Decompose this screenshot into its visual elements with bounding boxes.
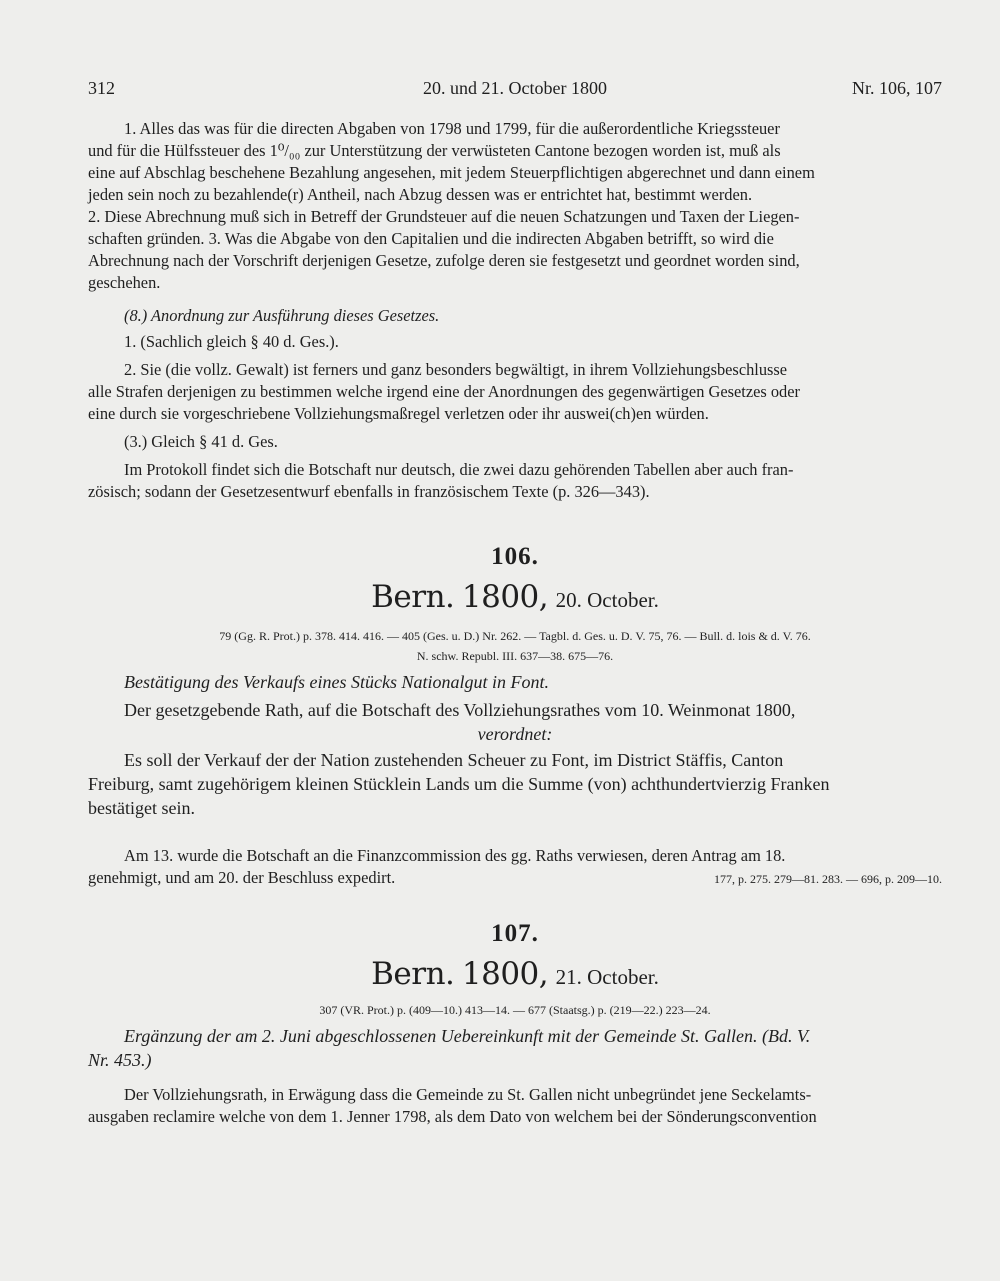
doc-107-body [88, 1084, 942, 1128]
doc-106-title [88, 580, 942, 617]
source-line: 79 (Gg. R. Prot.) p. 378. 414. 416. — 405 (Ges. u. D.) Nr. 262. — Tagbl. d. Ges. u. D. V. 75, 76. — Bull. d. lois & d. V. 76. [219, 629, 811, 643]
doc-107-year: 1800, [461, 956, 549, 992]
text-line: Freiburg, samt zugehörigem kleinen Stücklein Lands um die Summe (von) achthundertvierzig Franken [88, 774, 830, 794]
text-line: ausgaben reclamire welche von dem 1. Jenner 1798, als dem Dato von welchem bei der Sönderungsconvention [88, 1107, 817, 1126]
text-line: und für die Hülfssteuer des 1⁰/₀₀ zur Unterstützung der verwüsteten Cantone bezogen worden ist, muß als [88, 141, 781, 160]
text-line: bestätiget sein. [88, 798, 195, 818]
doc-107-title [88, 957, 942, 994]
header-dates: 20. und 21. October 1800 [423, 78, 607, 98]
section-item-2: 2. Sie (die vollz. Gewalt) ist ferners und ganz besonders begwältigt, in ihrem Vollziehungsbeschlusse [124, 360, 788, 379]
continued-paragraph [88, 118, 942, 294]
text-line: Es soll der Verkauf der der Nation zustehenden Scheuer zu Font, im District Stäffis, Canton [124, 750, 784, 770]
protocol-note: Im Protokoll findet sich die Botschaft nur deutsch, die zwei dazu gehörenden Tabellen aber auch fran- [124, 460, 794, 479]
source-line: N. schw. Republ. III. 637—38. 675—76. [416, 649, 614, 663]
text-line: 2. Diese Abrechnung muß sich in Betreff der Grundsteuer auf die neuen Schatzungen und Taxen der Liegen- [88, 207, 800, 226]
text-line: Am 13. wurde die Botschaft an die Finanzcommission des gg. Raths verwiesen, deren Antrag am 18. [124, 846, 786, 865]
running-header [88, 78, 942, 104]
text-line: jeden sein noch zu bezahlende(r) Antheil, nach Abzug dessen was er entrichtet hat, bestimmt werden. [88, 185, 753, 204]
text-line: zösisch; sodann der Gesetzesentwurf ebenfalls in französischem Texte (p. 326—343). [88, 482, 650, 501]
text-line: Nr. 453.) [88, 1050, 152, 1070]
doc-106-place: Bern. [371, 579, 455, 615]
text-line: eine durch sie vorgeschriebene Vollziehungsmaßregel verletzen oder ihr auswei(ch)en würden. [88, 404, 709, 423]
doc-106-number: 106. [491, 543, 539, 570]
doc-107-number: 107. [491, 920, 539, 947]
text-line: Abrechnung nach der Vorschrift derjenigen Gesetze, zufolge deren sie festgesetzt und geordnet worden sind, [88, 251, 800, 270]
source-line: 307 (VR. Prot.) p. (409—10.) 413—14. — 677 (Staatsg.) p. (219—22.) 223—24. [319, 1003, 711, 1017]
doc-106-subject: Bestätigung des Verkaufs eines Stücks Nationalgut in Font. [124, 672, 549, 692]
doc-106-note-refs: 177, p. 275. 279—81. 283. — 696, p. 209—10. [714, 872, 942, 886]
doc-106-sources [88, 626, 942, 666]
text-line: eine auf Abschlag beschehene Bezahlung angesehen, mit jedem Steuerpflichtigen abgerechnet und dann einem [88, 163, 815, 182]
doc-107-place: Bern. [371, 956, 455, 992]
page-number: 312 [88, 78, 115, 98]
text-line: Ergänzung der am 2. Juni abgeschlossenen Uebereinkunft mit der Gemeinde St. Gallen. (Bd. V. [124, 1026, 811, 1046]
doc-106-date: 20. October. [555, 588, 659, 612]
doc-106-year: 1800, [461, 579, 549, 615]
text-line: schaften gründen. 3. Was die Abgabe von den Capitalien und die indirecten Abgaben betrifft, so wird die [88, 229, 774, 248]
doc-107-date: 21. October. [555, 965, 659, 989]
doc-107-subject [88, 1024, 942, 1072]
text-line: genehmigt, und am 20. der Beschluss expedirt. [88, 868, 396, 887]
text-line: alle Strafen derjenigen zu bestimmen welche irgend eine der Anordnungen des gegenwärtigen Gesetzes oder [88, 382, 800, 401]
text-line: 1. Alles das was für die directen Abgaben von 1798 und 1799, für die außerordentliche Kriegssteuer [124, 119, 780, 138]
doc-106-preamble: Der gesetzgebende Rath, auf die Botschaft des Vollziehungsrathes vom 10. Weinmonat 1800, [124, 700, 796, 720]
section-item-1: 1. (Sachlich gleich § 40 d. Ges.). [124, 332, 339, 351]
text-line: Der Vollziehungsrath, in Erwägung dass die Gemeinde zu St. Gallen nicht unbegründet jene Seckelamts- [124, 1085, 812, 1104]
section-8 [88, 305, 942, 503]
section-item-3: (3.) Gleich § 41 d. Ges. [124, 432, 278, 451]
doc-107-sources [88, 1000, 942, 1020]
text-line: geschehen. [88, 273, 161, 292]
doc-106-verordnet: verordnet: [477, 724, 553, 744]
doc-106-body [88, 670, 942, 820]
header-doc-numbers: Nr. 106, 107 [852, 78, 942, 98]
section-heading: (8.) Anordnung zur Ausführung dieses Gesetzes. [124, 306, 440, 325]
